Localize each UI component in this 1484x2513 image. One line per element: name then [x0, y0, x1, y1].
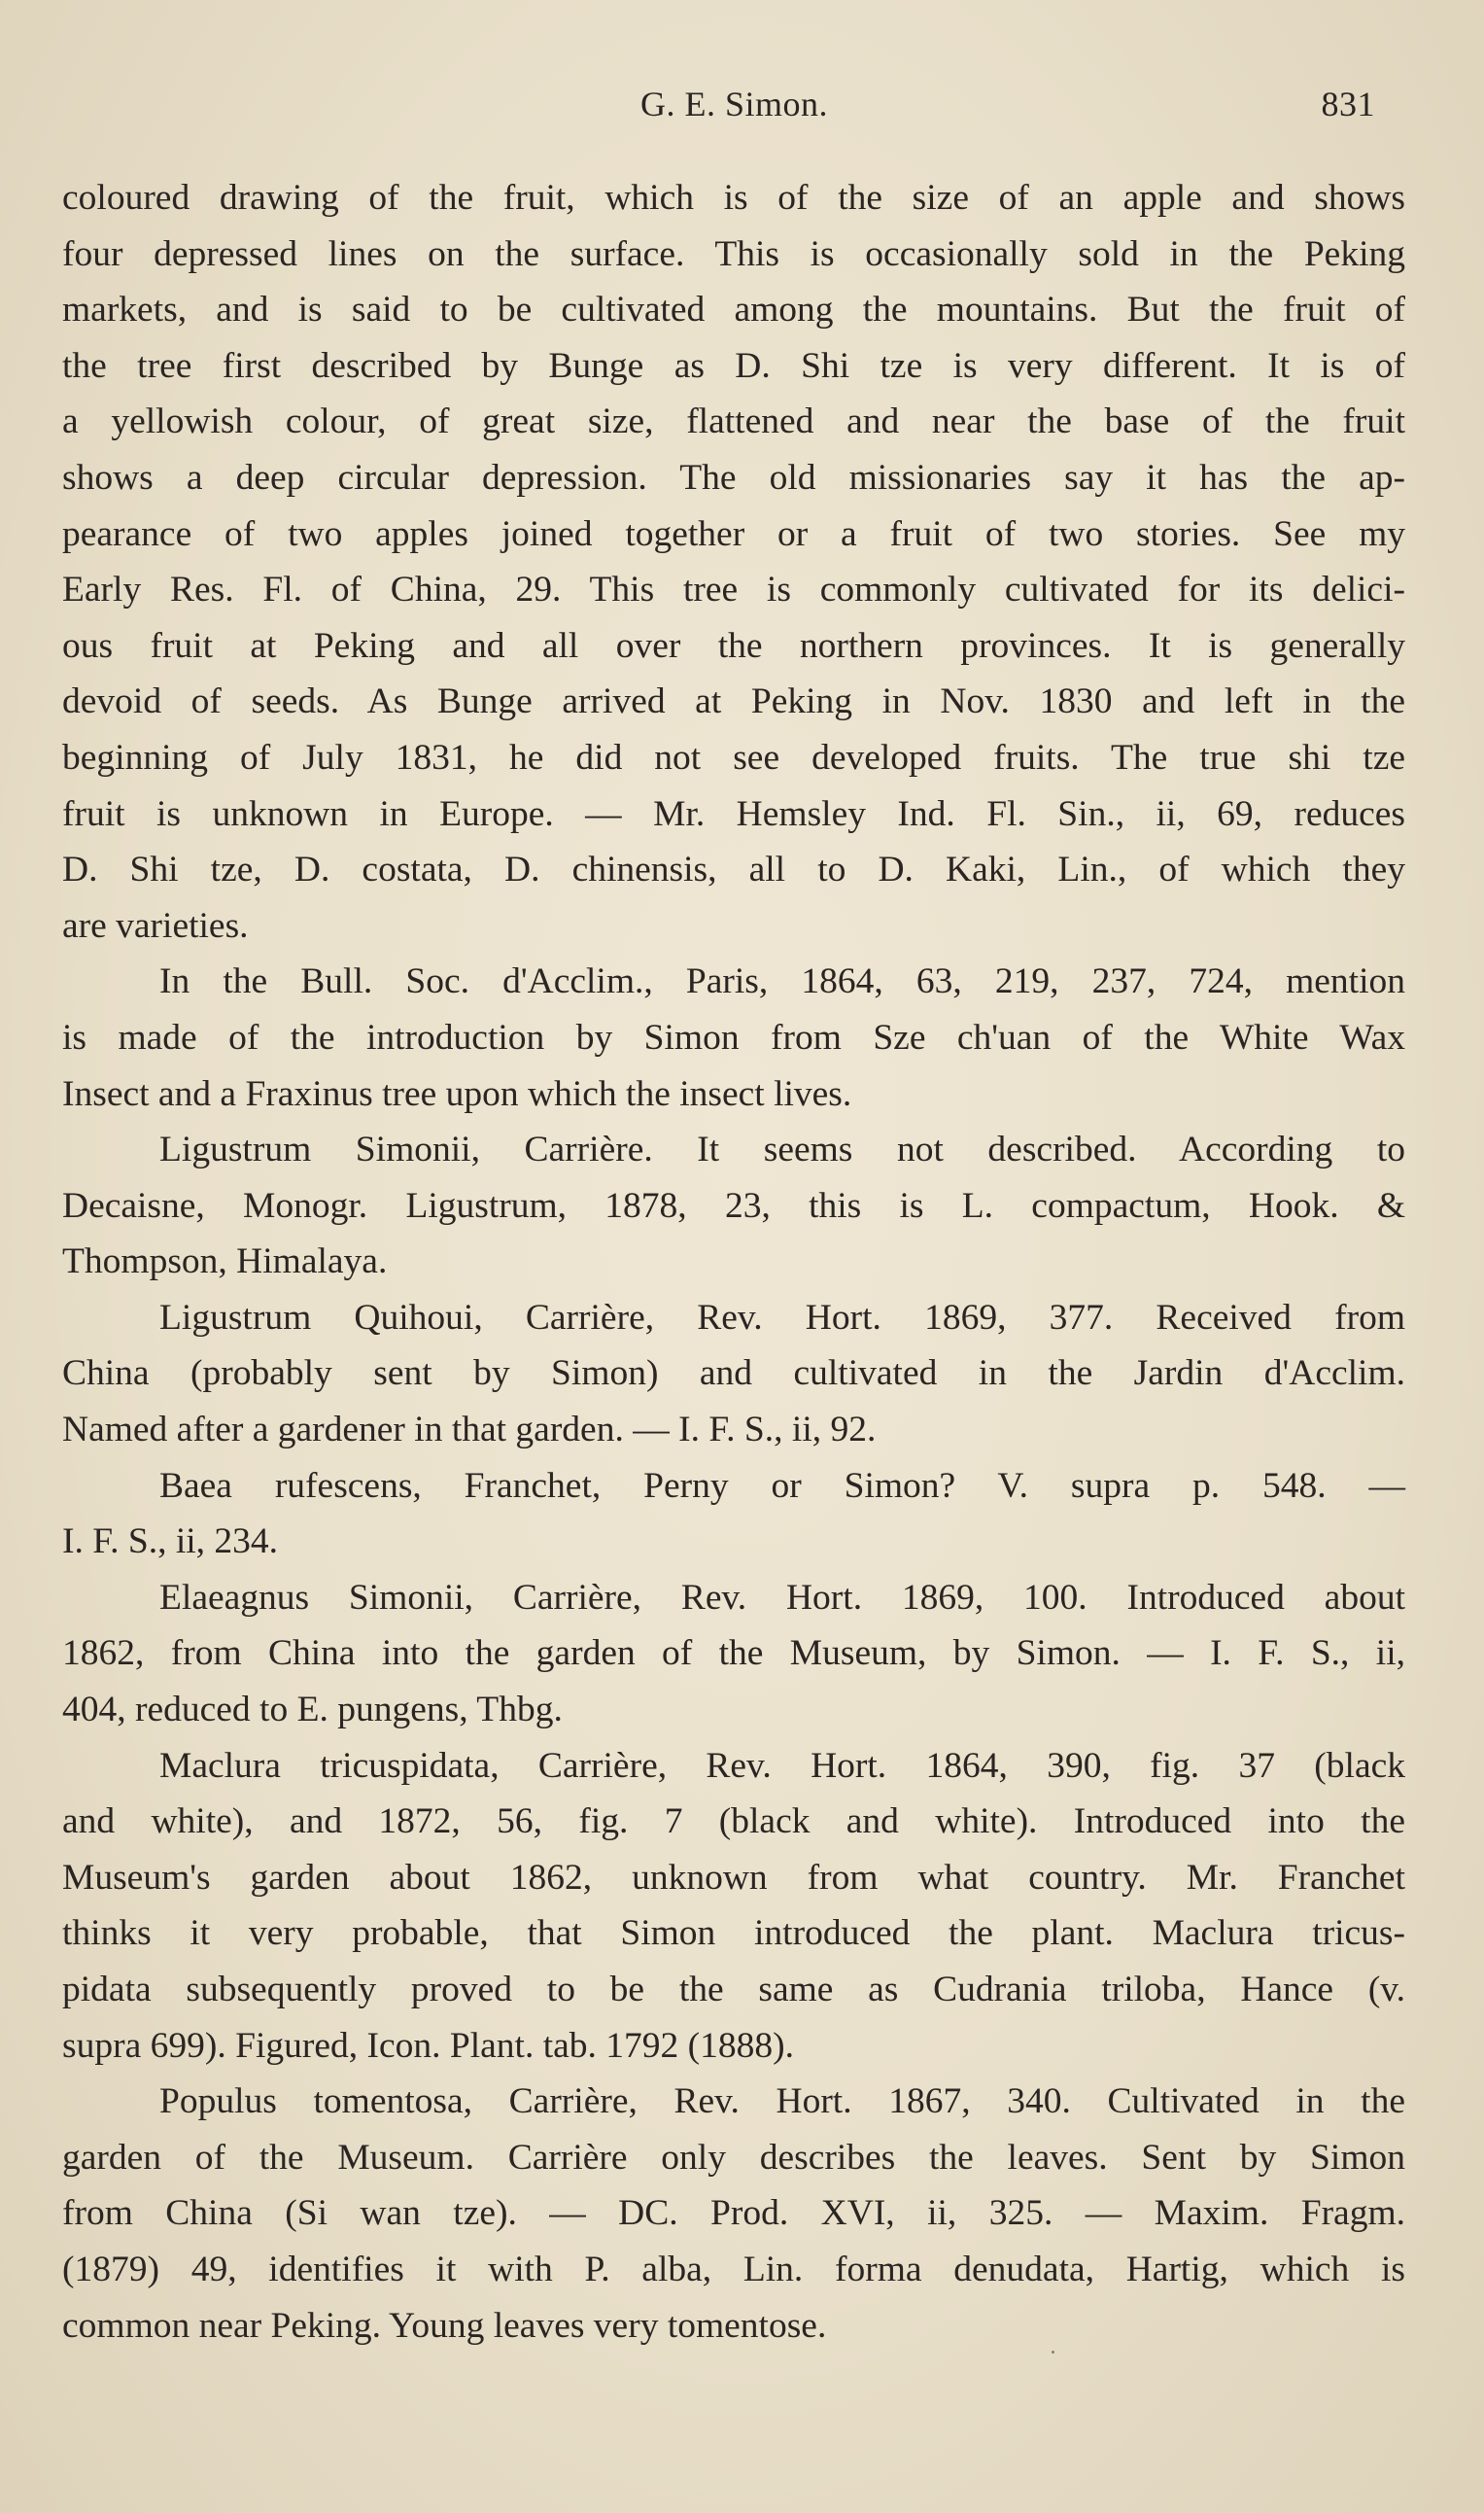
text-line: I. F. S., ii, 234. [62, 1521, 279, 1562]
text-line: devoid of seeds. As Bunge arrived at Peking in Nov. 1830 and left in the [62, 681, 1405, 722]
text-line: Insect and a Fraxinus tree upon which the insect lives. [62, 1073, 852, 1114]
text-line: Elaeagnus Simonii, Carrière, Rev. Hort. 1869, 100. Introduced about [159, 1577, 1405, 1618]
text-line: fruit is unknown in Europe. — Mr. Hemsley Ind. Fl. Sin., ii, 69, reduces [62, 793, 1405, 834]
text-line: Museum's garden about 1862, unknown from what country. Mr. Franchet [62, 1857, 1405, 1898]
paragraph-populus-tomentosa [62, 2074, 1405, 2354]
text-line: supra 699). Figured, Icon. Plant. tab. 1792 (1888). [62, 2025, 795, 2066]
paragraph-elaeagnus-simonii [62, 1570, 1405, 1738]
running-head: G. E. Simon. [639, 85, 828, 123]
paragraph-baea-rufescens [62, 1458, 1405, 1570]
paragraph-maclura-tricuspidata [62, 1738, 1405, 2075]
text-line: Early Res. Fl. of China, 29. This tree is commonly cultivated for its delici- [62, 570, 1405, 611]
text-line: markets, and is said to be cultivated among the mountains. But the fruit of [62, 290, 1405, 331]
text-line: Named after a gardener in that garden. — I. F. S., ii, 92. [62, 1410, 877, 1450]
text-line: is made of the introduction by Simon from Sze ch'uan of the White Wax [62, 1017, 1405, 1058]
text-line: 404, reduced to E. pungens, Thbg. [62, 1690, 563, 1730]
text-line: Ligustrum Quihoui, Carrière, Rev. Hort. 1869, 377. Received from [159, 1297, 1405, 1338]
text-line: from China (Si wan tze). — DC. Prod. XVI, ii, 325. — Maxim. Fragm. [62, 2193, 1405, 2234]
text-line: 1862, from China into the garden of the Museum, by Simon. — I. F. S., ii, [62, 1633, 1405, 1674]
text-line: Ligustrum Simonii, Carrière. It seems not described. According to [159, 1130, 1405, 1170]
text-line: pearance of two apples joined together or a fruit of two stories. See my [62, 513, 1405, 554]
text-line: a yellowish colour, of great size, flattened and near the base of the fruit [62, 401, 1405, 442]
text-line: Decaisne, Monogr. Ligustrum, 1878, 23, this is L. compactum, Hook. & [62, 1185, 1405, 1226]
text-line: In the Bull. Soc. d'Acclim., Paris, 1864, 63, 219, 237, 724, mention [159, 961, 1405, 1002]
body-text [62, 170, 1405, 2354]
text-line: the tree first described by Bunge as D. Shi tze is very different. It is of [62, 345, 1405, 386]
text-line: China (probably sent by Simon) and cultivated in the Jardin d'Acclim. [62, 1353, 1405, 1394]
text-line: Baea rufescens, Franchet, Perny or Simon? V. supra p. 548. — [159, 1465, 1405, 1506]
text-line: thinks it very probable, that Simon introduced the plant. Maclura tricus- [62, 1913, 1405, 1954]
text-line: (1879) 49, identifies it with P. alba, Lin. forma denudata, Hartig, which is [62, 2249, 1405, 2289]
text-line: ous fruit at Peking and all over the northern provinces. It is generally [62, 625, 1405, 666]
page-number: 831 [1321, 85, 1375, 123]
paragraph-diospyros [62, 170, 1405, 954]
paragraph-white-wax-insect [62, 954, 1405, 1122]
text-line: common near Peking. Young leaves very tomentose. [62, 2305, 827, 2346]
text-line: coloured drawing of the fruit, which is of the size of an apple and shows [62, 178, 1405, 218]
text-line: are varieties. [62, 905, 249, 946]
text-line: Maclura tricuspidata, Carrière, Rev. Hort. 1864, 390, fig. 37 (black [159, 1745, 1405, 1786]
paper-speck [1052, 2351, 1054, 2354]
page-header [62, 84, 1406, 138]
text-line: Populus tomentosa, Carrière, Rev. Hort. 1867, 340. Cultivated in the [159, 2081, 1405, 2122]
text-line: beginning of July 1831, he did not see developed fruits. The true shi tze [62, 737, 1405, 778]
paragraph-ligustrum-quihoui [62, 1290, 1405, 1458]
text-line: and white), and 1872, 56, fig. 7 (black and white). Introduced into the [62, 1801, 1405, 1842]
text-line: shows a deep circular depression. The old missionaries say it has the ap- [62, 457, 1405, 498]
text-line: pidata subsequently proved to be the same as Cudrania triloba, Hance (v. [62, 1970, 1405, 2009]
text-line: D. Shi tze, D. costata, D. chinensis, all to D. Kaki, Lin., of which they [62, 850, 1405, 890]
paragraph-ligustrum-simonii [62, 1122, 1405, 1290]
text-line: garden of the Museum. Carrière only describes the leaves. Sent by Simon [62, 2137, 1405, 2178]
text-line: four depressed lines on the surface. This is occasionally sold in the Peking [62, 233, 1405, 274]
text-line: Thompson, Himalaya. [62, 1241, 388, 1282]
